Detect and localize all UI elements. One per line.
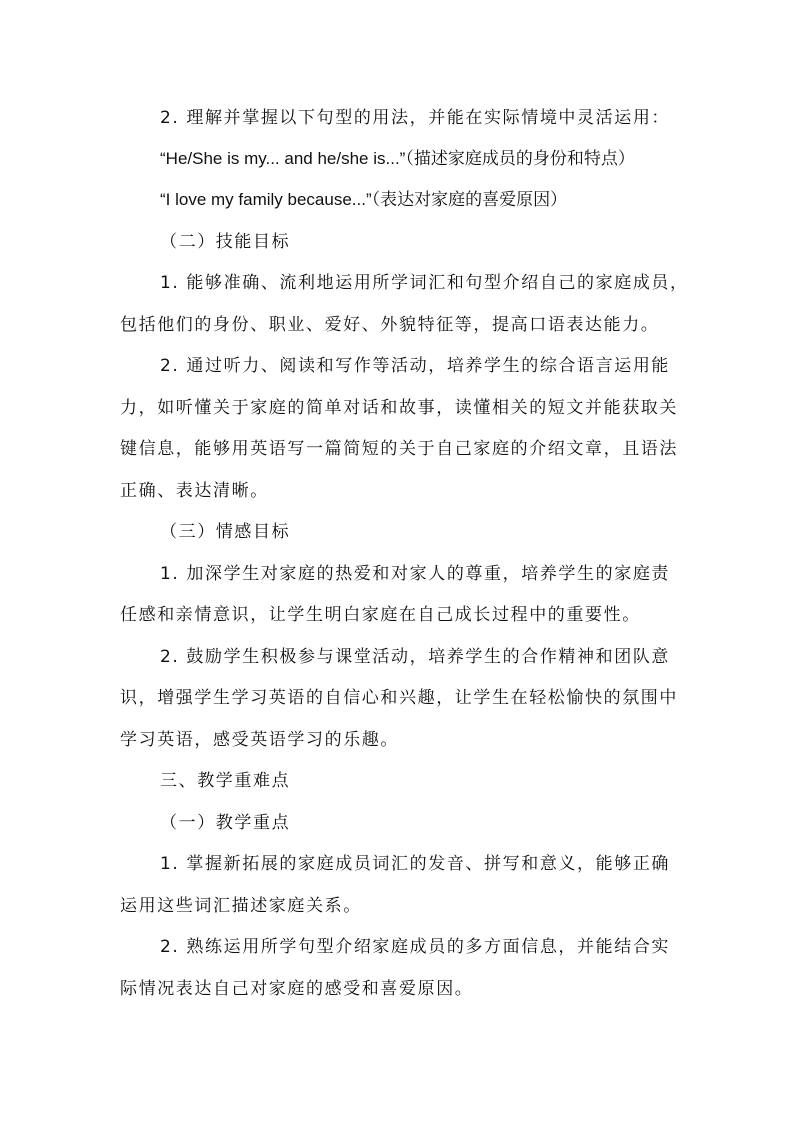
key-point-2-line-2: 际情况表达自己对家庭的感受和喜爱原因。 — [120, 979, 474, 999]
sentence-pattern-intro: 2. 理解并掌握以下句型的用法，并能在实际情境中灵活运用： — [160, 108, 671, 128]
section-heading-emotion-goals: （三）情感目标 — [160, 522, 291, 542]
emotion-goal-1-line-1: 1. 加深学生对家庭的热爱和对家人的尊重，培养学生的家庭责 — [160, 564, 671, 584]
sentence-pattern-2: “I love my family because...”（表达对家庭的喜爱原因） — [160, 190, 568, 209]
key-point-1-line-1: 1. 掌握新拓展的家庭成员词汇的发音、拼写和意义，能够正确 — [160, 854, 671, 874]
key-point-2-line-1: 2. 熟练运用所学句型介绍家庭成员的多方面信息，并能结合实 — [160, 937, 671, 957]
section-heading-key-points: （一）教学重点 — [160, 813, 291, 833]
skill-goal-2-line-3: 键信息，能够用英语写一篇简短的关于自己家庭的介绍文章，且语法 — [120, 439, 678, 459]
key-point-1-line-2: 运用这些词汇描述家庭关系。 — [120, 896, 362, 916]
emotion-goal-1-line-2: 任感和亲情意识，让学生明白家庭在自己成长过程中的重要性。 — [120, 605, 641, 625]
section-heading-key-difficult-points: 三、教学重难点 — [160, 771, 291, 791]
sentence-pattern-1: “He/She is my... and he/she is...”（描述家庭成员的身份和特点） — [160, 149, 635, 168]
section-heading-skill-goals: （二）技能目标 — [160, 232, 291, 252]
skill-goal-2-line-4: 正确、表达清晰。 — [120, 481, 269, 501]
emotion-goal-2-line-1: 2. 鼓励学生积极参与课堂活动，培养学生的合作精神和团队意 — [160, 647, 671, 667]
skill-goal-2-line-1: 2. 通过听力、阅读和写作等活动，培养学生的综合语言运用能 — [160, 356, 671, 376]
skill-goal-2-line-2: 力，如听懂关于家庭的简单对话和故事，读懂相关的短文并能获取关 — [120, 398, 678, 418]
emotion-goal-2-line-3: 学习英语，感受英语学习的乐趣。 — [120, 730, 399, 750]
skill-goal-1-line-1: 1. 能够准确、流利地运用所学词汇和句型介绍自己的家庭成员， — [160, 273, 689, 293]
emotion-goal-2-line-2: 识，增强学生学习英语的自信心和兴趣，让学生在轻松愉快的氛围中 — [120, 688, 678, 708]
skill-goal-1-line-2: 包括他们的身份、职业、爱好、外貌特征等，提高口语表达能力。 — [120, 315, 660, 335]
